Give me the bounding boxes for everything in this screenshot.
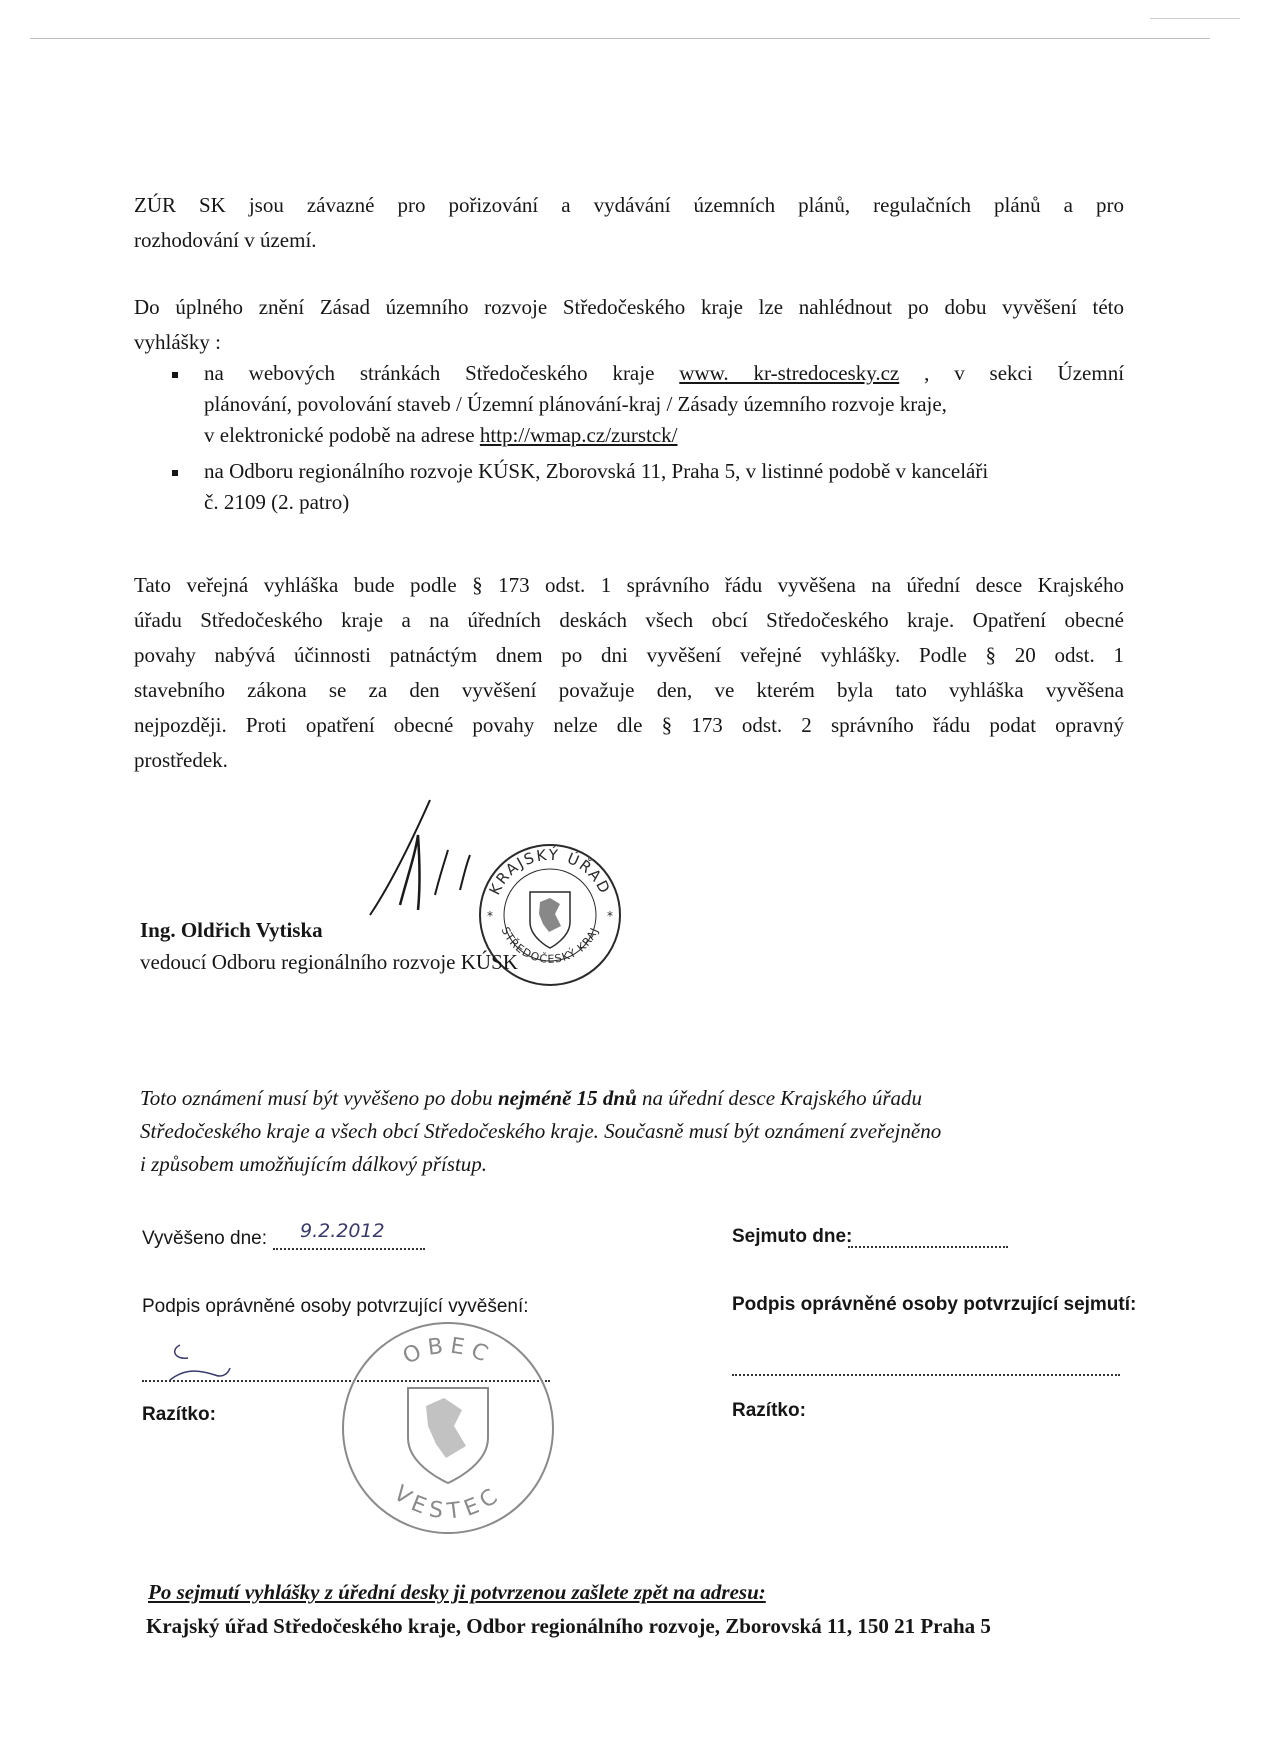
scan-artifact-line (1150, 18, 1240, 19)
signatory-name: Ing. Oldřich Vytiska (140, 918, 323, 942)
text-line: č. 2109 (2. patro) (204, 490, 350, 514)
posted-date-label: Vyvěšeno dne: (142, 1228, 267, 1249)
signatory-role: vedoucí Odboru regionálního rozvoje KÚSK (140, 950, 518, 974)
sign-removed-field[interactable] (732, 1374, 1120, 1376)
return-instruction: Po sejmutí vyhlášky z úřední desky ji potvrzenou zašlete zpět na adresu: (148, 1580, 766, 1604)
stamp-top-text: KRAJSKÝ ÚŘAD (485, 845, 615, 898)
text-line: i způsobem umožňujícím dálkový přístup. (140, 1152, 488, 1176)
text-line: stavebního zákona se za den vyvěšení považuje den, ve kterém byla tato vyhláška vyvěšena (134, 678, 1124, 702)
return-address: Krajský úřad Středočeského kraje, Odbor regionálního rozvoje, Zborovská 11, 150 21 Praha 5 (146, 1614, 991, 1638)
text-emphasis: nejméně 15 dnů (497, 1086, 637, 1110)
stamp-left-label: Razítko: (142, 1404, 216, 1425)
list-item-web (134, 358, 1124, 451)
text-line: ZÚR SK jsou závazné pro pořizování a vydávání územních plánů, regulačních plánů a pro (134, 193, 1124, 217)
removed-date-field[interactable] (848, 1246, 1008, 1248)
handwritten-initials (160, 1340, 240, 1390)
text-fragment: na úřední desce Krajského úřadu (636, 1086, 923, 1110)
text-fragment: v elektronické podobě na adrese (204, 423, 475, 447)
bullet-square-icon (172, 372, 178, 378)
posted-date-value: 9.2.2012 (300, 1220, 385, 1242)
svg-text:*: * (607, 909, 613, 923)
text-line: povahy nabývá účinnosti patnáctým dnem po dni vyvěšení veřejné vyhlášky. Podle § 20 odst. 1 (134, 643, 1124, 667)
stamp-right-label: Razítko: (732, 1400, 806, 1421)
text-line: prostředek. (134, 748, 228, 772)
posting-notice (140, 1082, 1100, 1181)
text-line: na Odboru regionálního rozvoje KÚSK, Zborovská 11, Praha 5, v listinné podobě v kanceláři (204, 459, 989, 483)
sign-posted-label: Podpis oprávněné osoby potvrzující vyvěšení: (142, 1296, 529, 1317)
text-line (140, 1082, 1100, 1115)
website-link[interactable]: www. kr-stredocesky.cz (679, 361, 900, 385)
stamp-bottom-text: STŘEDOČESKÝ KRAJ (498, 925, 602, 966)
text-line: Tato veřejná vyhláška bude podle § 173 odst. 1 správního řádu vyvěšena na úřední desce Krajského (134, 573, 1124, 597)
svg-text:*: * (487, 909, 493, 923)
municipal-stamp-bottom-text: VESTEC (388, 1481, 508, 1525)
text-fragment: na webových stránkách Středočeského kraje (204, 361, 655, 385)
bullet-square-icon (172, 470, 178, 476)
svg-text:OBEC (399, 1333, 496, 1369)
text-fragment: , v sekci Územní (924, 361, 1125, 385)
removed-date-label: Sejmuto dne: (732, 1226, 853, 1247)
municipal-stamp-top-text: OBEC (399, 1333, 497, 1370)
scan-artifact-line (30, 38, 1210, 39)
svg-text:VESTEC (389, 1481, 507, 1525)
text-line: Do úplného znění Zásad územního rozvoje Středočeského kraje lze nahlédnout po dobu vyvěšení této (134, 295, 1124, 319)
posted-date-field[interactable] (273, 1248, 425, 1250)
handwritten-signature (360, 795, 490, 935)
sign-removed-label: Podpis oprávněné osoby potvrzující sejmutí: (732, 1294, 1137, 1315)
municipal-stamp (338, 1318, 558, 1538)
text-line: Středočeského kraje a všech obcí Středočeského kraje. Současně musí být oznámení zveřejněno (140, 1119, 942, 1143)
list-item-office (134, 456, 1124, 518)
text-fragment: Toto oznámení musí být vyvěšeno po dobu (140, 1086, 498, 1110)
text-line (204, 420, 1124, 451)
text-line: rozhodování v území. (134, 228, 317, 252)
map-link[interactable]: http://wmap.cz/zurstck/ (479, 423, 678, 447)
text-line: plánování, povolování staveb / Územní plánování-kraj / Zásady územního rozvoje kraje, (204, 392, 947, 416)
viewing-locations-list (134, 358, 1124, 523)
text-line: úřadu Středočeského kraje a na úředních deskách všech obcí Středočeského kraje. Opatření obecné (134, 608, 1124, 632)
text-line: nejpozději. Proti opatření obecné povahy nelze dle § 173 odst. 2 správního řádu podat opravný (134, 713, 1124, 737)
text-line: vyhlášky : (134, 330, 221, 354)
paragraph-legal-notice (134, 568, 1124, 778)
paragraph-viewing-info (134, 290, 1124, 360)
coat-of-arms-icon (408, 1388, 488, 1483)
coat-of-arms-icon (530, 892, 570, 948)
text-line (204, 358, 1124, 389)
svg-text:KRAJSKÝ ÚŘAD (486, 845, 615, 898)
paragraph-binding-effect (134, 188, 1124, 258)
